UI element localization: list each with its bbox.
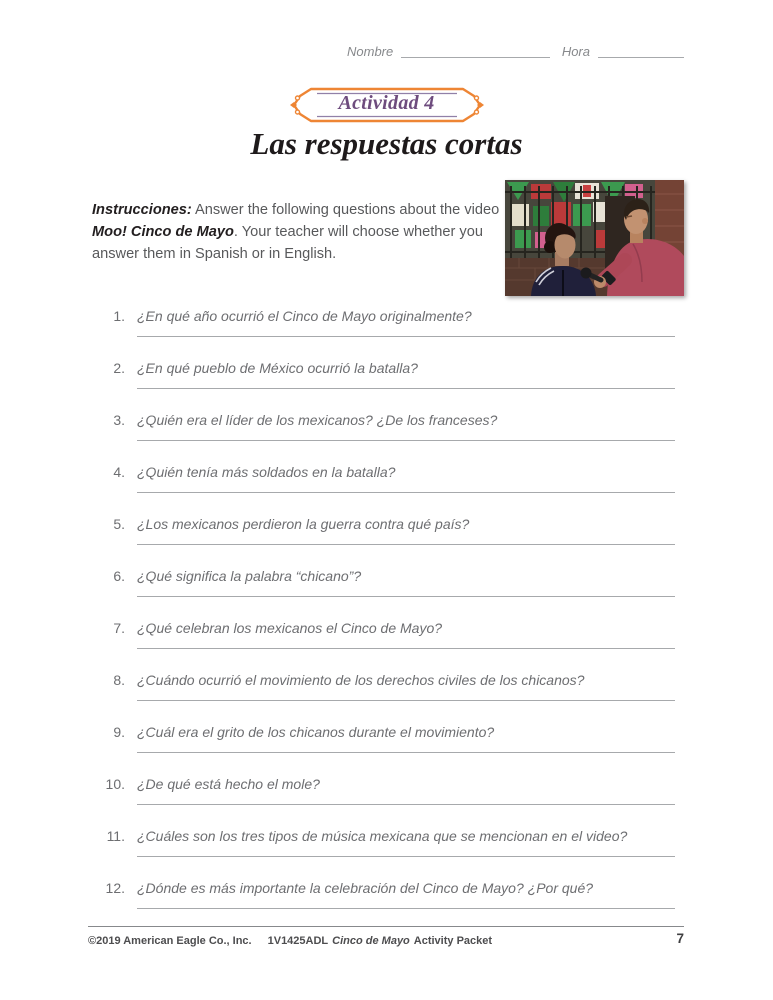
instructions-text (92, 199, 500, 265)
question-number: 2. (113, 360, 125, 376)
footer-rule (88, 926, 684, 927)
answer-line[interactable] (137, 440, 675, 441)
instructions-body-1: Answer the following questions about the video (191, 201, 500, 218)
question-number: 8. (113, 672, 125, 688)
instructions-body-2: . Your teacher will choose whether you answer them in Spanish or in English. (92, 223, 483, 262)
question-item (99, 672, 675, 724)
question-number: 10. (105, 776, 125, 792)
name-blank-line[interactable] (401, 42, 550, 58)
question-item (99, 568, 675, 620)
question-text: ¿Cuándo ocurrió el movimiento de los derechos civiles de los chicanos? (137, 672, 585, 688)
footer-packet-title: Cinco de Mayo (332, 935, 410, 947)
activity-badge (289, 85, 485, 125)
video-title: Moo! Cinco de Mayo (92, 223, 234, 240)
question-number: 1. (113, 308, 125, 324)
video-still-image (505, 180, 684, 296)
badge-label: Actividad 4 (338, 92, 435, 114)
hour-label: Hora (561, 44, 590, 59)
answer-line[interactable] (137, 856, 675, 857)
question-number: 5. (113, 516, 125, 532)
question-item (99, 516, 675, 568)
answer-line[interactable] (137, 336, 675, 337)
question-item (99, 880, 675, 932)
name-label: Nombre (347, 44, 394, 59)
question-number: 4. (113, 464, 125, 480)
answer-line[interactable] (137, 804, 675, 805)
answer-line[interactable] (137, 648, 675, 649)
question-number: 12. (105, 880, 125, 896)
answer-line[interactable] (137, 596, 675, 597)
answer-line[interactable] (137, 908, 675, 909)
question-item (99, 620, 675, 672)
answer-line[interactable] (137, 544, 675, 545)
answer-line[interactable] (137, 492, 675, 493)
question-text: ¿Dónde es más importante la celebración del Cinco de Mayo? ¿Por qué? (137, 880, 594, 896)
question-text: ¿Cuáles son los tres tipos de música mexicana que se mencionan en el video? (137, 828, 628, 844)
page-title: Las respuestas cortas (250, 126, 523, 161)
footer-copyright: ©2019 American Eagle Co., Inc. (88, 935, 252, 947)
questions-list (99, 308, 675, 932)
question-text: ¿Los mexicanos perdieron la guerra contra qué país? (137, 516, 470, 532)
question-text: ¿Qué significa la palabra “chicano”? (137, 568, 362, 584)
hour-blank-line[interactable] (598, 42, 684, 58)
footer-product-code: 1V1425ADL (267, 935, 329, 947)
question-item (99, 776, 675, 828)
question-number: 6. (113, 568, 125, 584)
page-number: 7 (676, 931, 684, 946)
question-number: 11. (106, 828, 125, 844)
question-item (99, 464, 675, 516)
question-number: 3. (113, 412, 125, 428)
question-number: 9. (113, 724, 125, 740)
question-text: ¿Qué celebran los mexicanos el Cinco de Mayo? (137, 620, 443, 636)
answer-line[interactable] (137, 700, 675, 701)
question-text: ¿Quién tenía más soldados en la batalla? (137, 464, 396, 480)
name-hour-header (347, 42, 684, 59)
question-item (99, 724, 675, 776)
question-text: ¿Cuál era el grito de los chicanos durante el movimiento? (137, 724, 495, 740)
question-item (99, 360, 675, 412)
answer-line[interactable] (137, 752, 675, 753)
interview-photo-icon (505, 180, 684, 296)
question-number: 7. (113, 620, 125, 636)
question-item (99, 308, 675, 360)
question-item (99, 828, 675, 880)
footer-credits (88, 935, 492, 947)
footer-packet-suffix: Activity Packet (413, 935, 493, 947)
instructions-lead: Instrucciones: (92, 201, 192, 218)
question-text: ¿En qué pueblo de México ocurrió la batalla? (137, 360, 418, 376)
answer-line[interactable] (137, 388, 675, 389)
question-text: ¿De qué está hecho el mole? (137, 776, 320, 792)
question-text: ¿Quién era el líder de los mexicanos? ¿De los franceses? (137, 412, 498, 428)
question-text: ¿En qué año ocurrió el Cinco de Mayo originalmente? (137, 308, 472, 324)
question-item (99, 412, 675, 464)
